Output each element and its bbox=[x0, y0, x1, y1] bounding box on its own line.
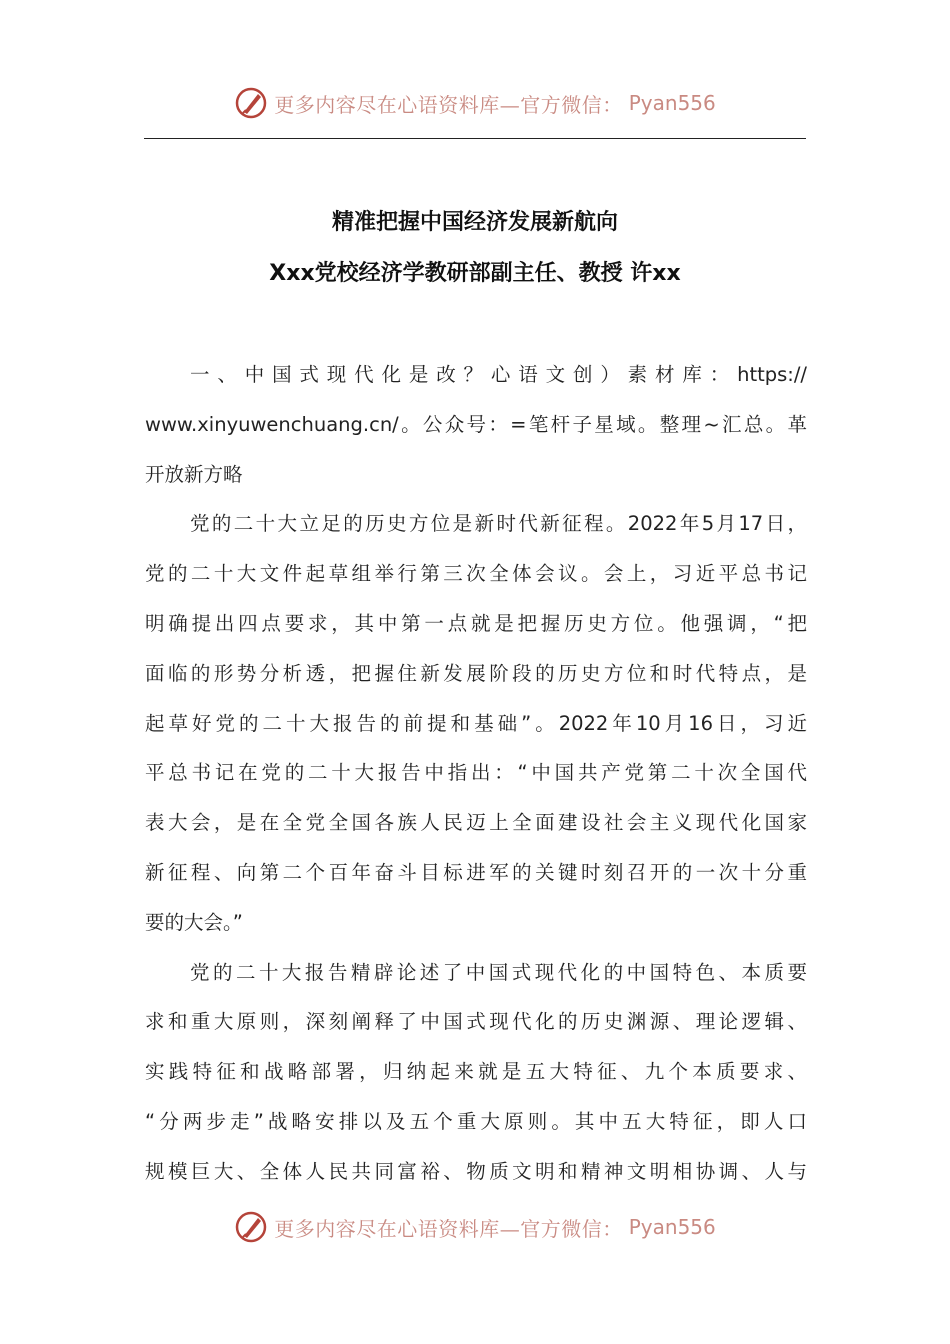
body-line: www.xinyuwenchuang.cn/。公众号：=笔杆子星域。整理~汇总。革 bbox=[145, 412, 807, 436]
body-line: “分两步走”战略安排以及五个重大原则。其中五大特征，即人口 bbox=[145, 1109, 807, 1133]
body-line: 党的二十大文件起草组举行第三次全体会议。会上，习近平总书记 bbox=[145, 562, 807, 586]
body-line: 开放新方略 bbox=[145, 462, 243, 486]
body-line: 起草好党的二十大报告的前提和基础”。2022年10月16日，习近 bbox=[145, 711, 807, 735]
body-line: 党的二十大立足的历史方位是新时代新征程。2022年5月17日， bbox=[190, 512, 807, 536]
body-line: 求和重大原则，深刻阐释了中国式现代化的历史渊源、理论逻辑、 bbox=[145, 1010, 807, 1034]
document-title: 精准把握中国经济发展新航向 bbox=[331, 210, 618, 235]
body-line: 面临的形势分析透，把握住新发展阶段的历史方位和时代特点，是 bbox=[145, 661, 807, 685]
quill-pen-logo-icon bbox=[234, 1210, 268, 1244]
footer-banner bbox=[0, 1210, 950, 1244]
body-line: 要的大会。” bbox=[145, 910, 243, 934]
header-banner-text: 更多内容尽在心语资料库—官方微信： bbox=[274, 92, 623, 117]
body-line: 明确提出四点要求，其中第一点就是把握历史方位。他强调，“把 bbox=[145, 611, 807, 635]
body-line: 平总书记在党的二十大报告中指出：“中国共产党第二十次全国代 bbox=[145, 761, 807, 785]
quill-pen-logo-icon bbox=[234, 86, 268, 120]
document-subtitle: Xxx党校经济学教研部副主任、教授 许xx bbox=[269, 261, 681, 286]
body-line: 一、中国式现代化是改？心语文创）素材库：https:// bbox=[190, 363, 807, 386]
footer-banner-text: 更多内容尽在心语资料库—官方微信： bbox=[274, 1216, 623, 1241]
document-body bbox=[145, 350, 807, 1197]
header-banner-wechat-id: Pyan556 bbox=[628, 91, 716, 115]
header-banner bbox=[0, 86, 950, 120]
body-line: 实践特征和战略部署，归纳起来就是五大特征、九个本质要求、 bbox=[145, 1060, 807, 1084]
body-line: 新征程、向第二个百年奋斗目标进军的关键时刻召开的一次十分重 bbox=[145, 860, 807, 884]
footer-banner-wechat-id: Pyan556 bbox=[628, 1215, 716, 1239]
body-line: 党的二十大报告精辟论述了中国式现代化的中国特色、本质要 bbox=[190, 960, 807, 984]
body-line: 表大会，是在全党全国各族人民迈上全面建设社会主义现代化国家 bbox=[145, 811, 807, 835]
body-line: 规模巨大、全体人民共同富裕、物质文明和精神文明相协调、人与 bbox=[145, 1159, 807, 1183]
header-divider bbox=[144, 138, 806, 139]
